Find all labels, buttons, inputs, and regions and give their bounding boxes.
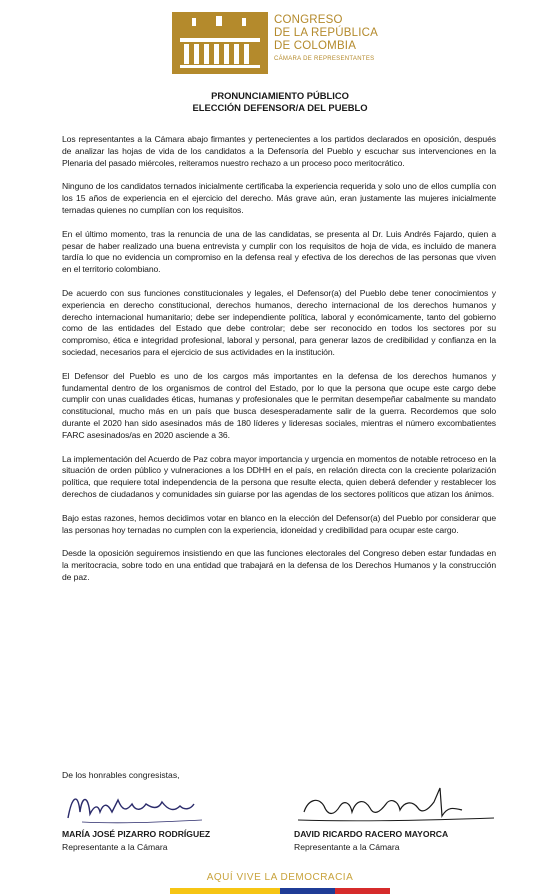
paragraph-4: De acuerdo con sus funciones constitucionales y legales, el Defensor(a) del Pueblo debe tener conocimientos y experiencia en derecho constitucional, derechos humanos, derecho internacional de los derechos humanos y derecho internacional humanitario; debe ser independiente política, laboral y económicamente, tanto del gobierno como de las entidades del Estado que debe controlar; debe ser reconocido en todos los sectores por su compromiso, ética e integridad profesional, laboral y personal, para generar lazos de credibilidad y confianza en la sociedad, necesarios para el ejercicio de sus actividades en la institución. [62, 287, 496, 357]
congress-building-logo [172, 12, 268, 74]
footer-slogan: AQUÍ VIVE LA DEMOCRACIA [206, 872, 354, 883]
paragraph-5: El Defensor del Pueblo es uno de los cargos más importantes en la defensa de los derechos humanos y fundamental dentro de los organismos de control del Estado, por lo que la persona que ocupe este cargo debe cumplir con unas cualidades éticas, humanas y profesionales que le permitan desempeñar cabalmente su mandato constitucional, mucho más en un país que busca desesperadamente salir de la guerra. Recordemos que solo durante el 2020 han sido asesinados más de 180 líderes y lideresas sociales, mientras el número excombatientes FARC asesinados/as en 2020 asciende a 36. [62, 370, 496, 440]
flag-yellow-band [170, 888, 280, 894]
signature-block-right [294, 782, 504, 854]
handwritten-signature-left [62, 782, 262, 828]
colombia-flag-stripe [170, 888, 390, 894]
letterhead [172, 10, 402, 80]
signatory-name-left: MARÍA JOSÉ PIZARRO RODRÍGUEZ [62, 829, 211, 839]
document-title [0, 90, 560, 114]
paragraph-3: En el último momento, tras la renuncia de una de las candidatas, se presenta al Dr. Luis Andrés Fajardo, quien a pesar de haber realizado una buena entrevista y cumplir con los requisitos de hoja de vida, es incluido de manera tardía lo que no evidencia un compromiso en la defensa real y efectiva de los derechos de las personas que viven en el territorio colombiano. [62, 228, 496, 275]
flag-red-band [335, 888, 390, 894]
logo-line-1: CONGRESO [274, 14, 343, 26]
title-line-1: PRONUNCIAMIENTO PÚBLICO [211, 90, 349, 101]
handwritten-signature-right [294, 782, 504, 828]
signatory-role-left: Representante a la Cámara [62, 842, 168, 852]
signatory-name-right: DAVID RICARDO RACERO MAYORCA [294, 829, 449, 839]
paragraph-2: Ninguno de los candidatos ternados inicialmente certificaba la experiencia requerida y solo uno de ellos cumplía con los 15 años de experiencia en el ejercicio del derecho. Más grave aún, eran justamente las mujeres inicialmente ternadas quienes no cumplían con los requisitos. [62, 181, 496, 215]
paragraph-8: Desde la oposición seguiremos insistiendo en que las funciones electorales del Congreso deben estar fundadas en la meritocracia, sobre todo en una entidad que trabajará en la defensa de los Derechos Humanos y la construcción de paz. [62, 548, 496, 582]
title-line-2: ELECCIÓN DEFENSOR/A DEL PUEBLO [192, 102, 368, 113]
paragraph-1: Los representantes a la Cámara abajo firmantes y pertenecientes a los partidos declarados en oposición, después de analizar las hojas de vida de los candidatos a la Defensoría del Pueblo y escuchar sus intervenciones en la Plenaria del pasado miércoles, reiteramos nuestro rechazo a un proceso poco meritocrático. [62, 134, 496, 168]
flag-blue-band [280, 888, 335, 894]
signature-block-left [62, 782, 262, 854]
document-body [62, 134, 496, 596]
logo-wordmark [274, 14, 378, 64]
closing-salutation: De los honrables congresistas, [62, 770, 180, 780]
signatory-role-right: Representante a la Cámara [294, 842, 400, 852]
footer [0, 872, 560, 883]
paragraph-7: Bajo estas razones, hemos decidimos votar en blanco en la elección del Defensor(a) del Pueblo por considerar que las personas hoy ternadas no cumplen con la experiencia, idoneidad y credibilidad para ocupar este cargo. [62, 512, 496, 535]
paragraph-6: La implementación del Acuerdo de Paz cobra mayor importancia y urgencia en momentos de notable retroceso en la situación de orden público y vulneraciones a los DDHH en el país, en relación directa con la creciente polarización política, que requiere total independencia de la persona que resulte electa, quien deberá defender y restablecer los derechos de ciudadanos y comunidades sin guiarse por las agendas de los sectores políticos que atizan los ánimos. [62, 453, 496, 499]
logo-line-2: DE LA REPÚBLICA [274, 27, 378, 39]
logo-subline: CÁMARA DE REPRESENTANTES [274, 56, 375, 62]
logo-line-3: DE COLOMBIA [274, 40, 357, 52]
